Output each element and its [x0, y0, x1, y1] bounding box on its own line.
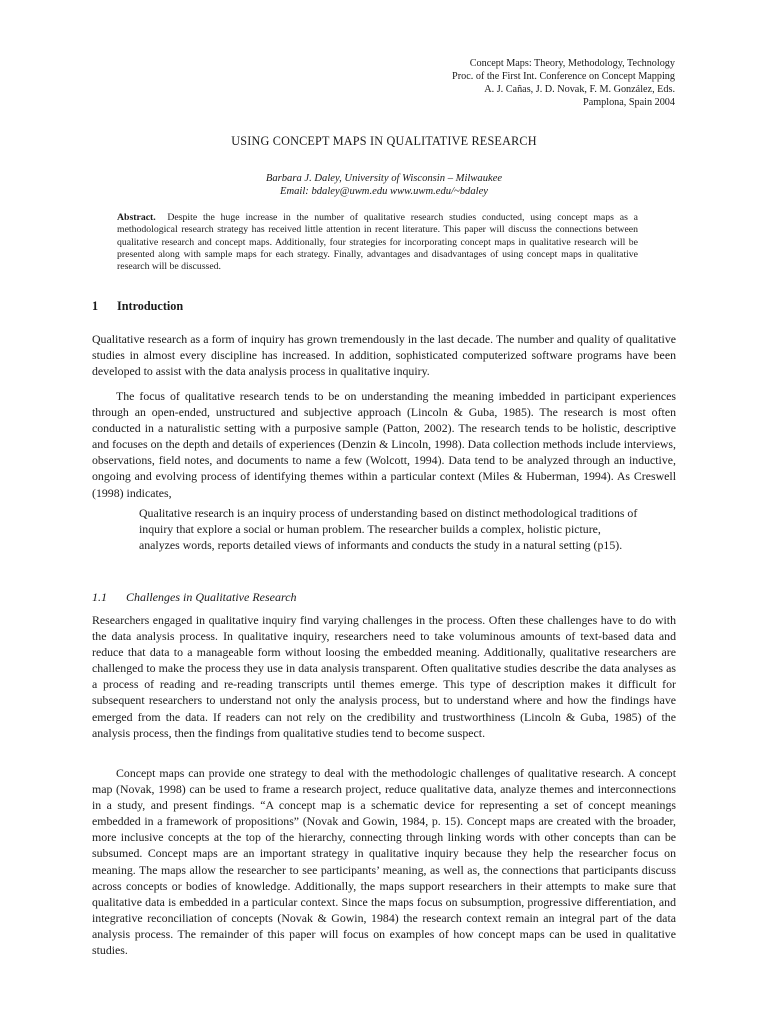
- author-affiliation: Barbara J. Daley, University of Wisconsin – Milwaukee: [265, 173, 503, 184]
- intro-paragraph-1: Qualitative research as a form of inquiry has grown tremendously in the last decade. The number and quality of qualitative studies in almost every discipline has increased. In addition, sophisticated computerized software programs have been developed to assist with the data analysis process in qualitative inquiry.: [92, 332, 676, 379]
- proceedings-location: Pamplona, Spain 2004: [583, 97, 675, 108]
- subsection-title: Challenges in Qualitative Research: [126, 590, 297, 604]
- subsection-number: 1.1: [92, 590, 107, 604]
- abstract: [117, 212, 638, 273]
- proceedings-header: [315, 57, 675, 109]
- section-title: Introduction: [117, 299, 184, 313]
- author-contact: Email: bdaley@uwm.edu www.uwm.edu/~bdaley: [279, 186, 488, 197]
- proceedings-conference: Proc. of the First Int. Conference on Concept Mapping: [452, 71, 675, 82]
- block-quote: Qualitative research is an inquiry process of understanding based on distinct methodological traditions of inquiry that explore a social or human problem. The researcher builds a complex, holistic picture, analyzes words, reports detailed views of informants and conducts the study in a natural setting (p15).: [139, 506, 638, 553]
- proceedings-series: Concept Maps: Theory, Methodology, Technology: [469, 58, 675, 69]
- section-heading-introduction: [92, 299, 183, 314]
- section-number: 1: [92, 299, 99, 313]
- abstract-text: Despite the huge increase in the number of qualitative research studies conducted, using concept maps as a methodological research strategy has received little attention in recent literature. This paper will discuss the connections between qualitative research and concept maps. Additionally, four strategies for incorporating concept maps in qualitative research will be presented along with sample maps for each strategy. Finally, advantages and disadvantages of using concept maps in qualitative research will be discussed.: [117, 212, 639, 273]
- abstract-label: Abstract.: [117, 212, 156, 223]
- author-block: [0, 172, 768, 198]
- challenges-paragraph-2: Concept maps can provide one strategy to deal with the methodologic challenges of qualitative research. A concept map (Novak, 1998) can be used to frame a research project, reduce qualitative data, analyze themes and interconnections in a study, and present findings. “A concept map is a schematic device for representing a set of concept meanings embedded in a framework of propositions” (Novak and Gowin, 1984, p. 15). Concept maps are created with the broader, more inclusive concepts at the top of the hierarchy, connecting through linking words with other concepts than can be subsumed. Concept maps are an important strategy in qualitative inquiry because they help the researcher focus on meaning. The maps allow the researcher to see participants’ meaning, as well as, the connections that participants discuss across concepts or bodies of knowledge. Additionally, the maps support researchers in their attempts to make sure that qualitative data is embedded in a particular context. Since the maps focus on subsumption, progressive differentiation, and integrative reconciliation of concepts (Novak & Gowin, 1984) the research context remain an integral part of the data analysis process. The remainder of this paper will focus on examples of how concept maps can be used in qualitative studies.: [92, 766, 676, 958]
- proceedings-editors: A. J. Cañas, J. D. Novak, F. M. González, Eds.: [484, 84, 675, 95]
- subsection-heading-challenges: [92, 590, 297, 605]
- paper-title: USING CONCEPT MAPS IN QUALITATIVE RESEARCH: [231, 134, 537, 148]
- intro-paragraph-2: The focus of qualitative research tends to be on understanding the meaning imbedded in participant experiences through an open-ended, unstructured and subjective approach (Lincoln & Guba, 1985). The research is most often conducted in a naturalistic setting with a purposive sample (Patton, 2002). The research tends to be holistic, descriptive and focuses on the depth and details of experiences (Denzin & Lincoln, 1998). Data collection methods include interviews, observations, field notes, and documents to name a few (Wolcott, 1994). Data tend to be analyzed through an inductive, ongoing and evolving process of identifying themes within a particular context (Miles & Huberman, 1994). As Creswell (1998) indicates,: [92, 389, 676, 500]
- challenges-paragraph-1: Researchers engaged in qualitative inquiry find varying challenges in the process. Often these challenges have to do with the data analysis process. In qualitative inquiry, researchers need to take voluminous amounts of text-based data and reduce that data to a manageable form without loosing the embedded meaning. Additionally, qualitative researchers are challenged to make the process they use in data analysis transparent. Often qualitative studies describe the data analyses as a process of reading and re-reading transcripts until themes emerge. This type of description makes it difficult for subsequent researchers to understand not only the analysis process, but to understand where and how the findings have emerged from the data. If readers can not rely on the credibility and trustworthiness (Lincoln & Guba, 1985) of the analysis process, then the findings from qualitative studies tend to become suspect.: [92, 613, 676, 740]
